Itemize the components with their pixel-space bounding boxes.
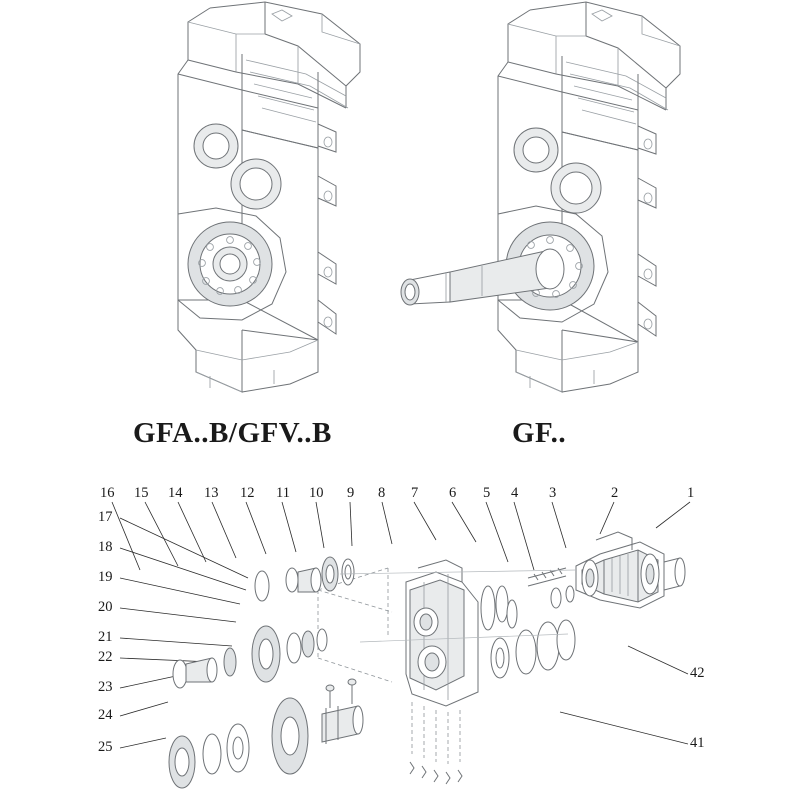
gearbox-view-flange-mount (60, 0, 400, 400)
callout-21: 21 (98, 629, 113, 645)
callout-5: 5 (483, 485, 491, 501)
callout-18: 18 (98, 539, 113, 555)
callout-13: 13 (204, 485, 219, 501)
callout-15: 15 (134, 485, 149, 501)
callout-8: 8 (378, 485, 386, 501)
callout-22: 22 (98, 649, 113, 665)
callout-1: 1 (687, 485, 695, 501)
callout-4: 4 (511, 485, 519, 501)
callout-11: 11 (276, 485, 290, 501)
callout-20: 20 (98, 599, 113, 615)
callout-17: 17 (98, 509, 113, 525)
callout-7: 7 (411, 485, 419, 501)
callout-12: 12 (240, 485, 255, 501)
callout-9: 9 (347, 485, 355, 501)
callout-41: 41 (690, 735, 705, 751)
callout-23: 23 (98, 679, 113, 695)
callout-25: 25 (98, 739, 113, 755)
callout-16: 16 (100, 485, 115, 501)
caption-left: GFA..B/GFV..B (133, 417, 332, 449)
callout-19: 19 (98, 569, 113, 585)
callout-10: 10 (309, 485, 324, 501)
callout-3: 3 (549, 485, 557, 501)
callout-42: 42 (690, 665, 705, 681)
caption-right: GF.. (512, 417, 567, 449)
callout-2: 2 (611, 485, 619, 501)
gearbox-view-shaft-output (390, 0, 730, 400)
callout-6: 6 (449, 485, 457, 501)
exploded-parts-diagram (0, 462, 800, 800)
callout-24: 24 (98, 707, 113, 723)
callout-14: 14 (168, 485, 183, 501)
